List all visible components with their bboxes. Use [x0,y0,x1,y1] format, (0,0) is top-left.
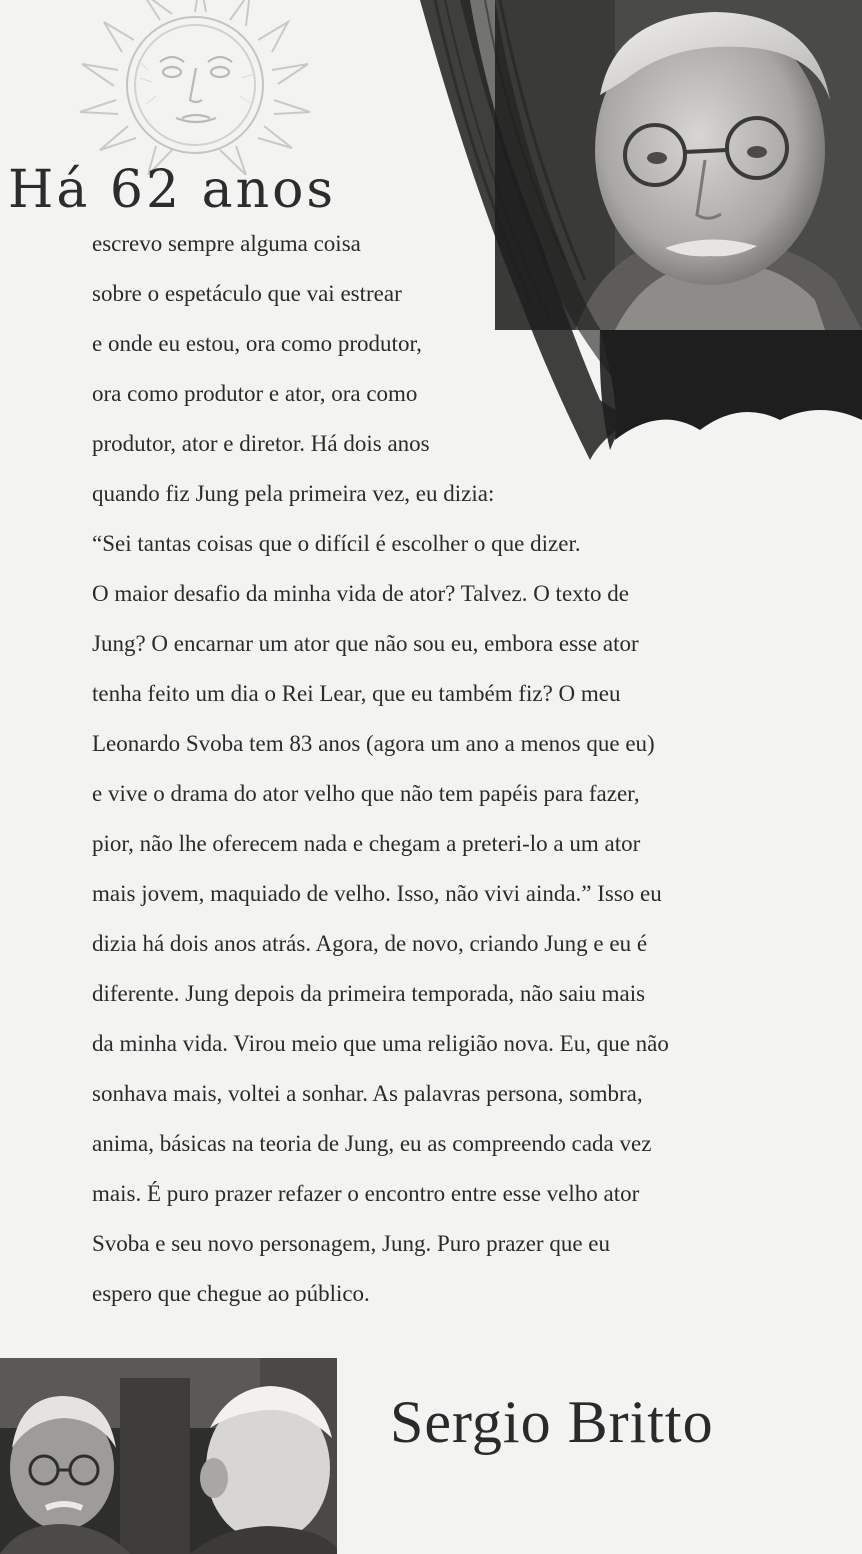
text-line: O maior desafio da minha vida de ator? Talvez. O texto de [92,581,629,606]
text-line: Leonardo Svoba tem 83 anos (agora um ano a menos que eu) [92,731,655,756]
text-line: mais. É puro prazer refazer o encontro entre esse velho ator [92,1181,640,1206]
text-line: Jung? O encarnar um ator que não sou eu, embora esse ator [92,631,639,656]
text-line: anima, básicas na teoria de Jung, eu as compreendo cada vez [92,1131,652,1156]
headline: Há 62 anos [8,160,337,220]
text-line: dizia há dois anos atrás. Agora, de novo, criando Jung e eu é [92,931,648,956]
text-line: da minha vida. Virou meio que uma religião nova. Eu, que não [92,1031,669,1056]
text-line: quando fiz Jung pela primeira vez, eu dizia: [92,481,495,506]
text-line: “Sei tantas coisas que o difícil é escolher o que dizer. [92,531,581,556]
text-line: pior, não lhe oferecem nada e chegam a preteri-lo a um ator [92,831,641,856]
text-line: tenha feito um dia o Rei Lear, que eu também fiz? O meu [92,681,621,706]
text-line: e onde eu estou, ora como produtor, [92,331,422,356]
text-line: ora como produtor e ator, ora como [92,381,418,406]
text-line: escrevo sempre alguma coisa [92,231,361,256]
photo-bottom [0,1358,337,1554]
text-line: sonhava mais, voltei a sonhar. As palavras persona, sombra, [92,1081,643,1106]
text-line: sobre o espetáculo que vai estrear [92,281,402,306]
signature-author: Sergio Britto [390,1389,714,1455]
text-line: diferente. Jung depois da primeira temporada, não saiu mais [92,981,646,1006]
text-line: e vive o drama do ator velho que não tem papéis para fazer, [92,781,640,806]
text-line: mais jovem, maquiado de velho. Isso, não vivi ainda.” Isso eu [92,881,662,906]
text-line: produtor, ator e diretor. Há dois anos [92,431,430,456]
text-line: Svoba e seu novo personagem, Jung. Puro prazer que eu [92,1231,611,1256]
text-line: espero que chegue ao público. [92,1281,370,1306]
